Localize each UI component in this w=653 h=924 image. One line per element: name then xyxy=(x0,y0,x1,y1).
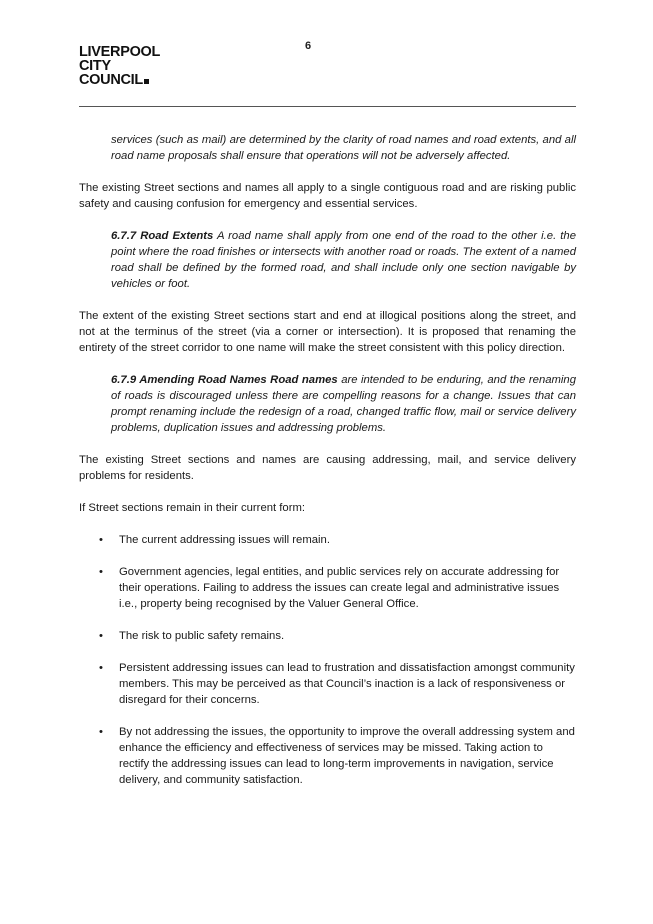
policy-amending-text: are intended to be enduring, and the renaming of roads is discouraged unless there are compelling reasons for a change. Issues that can prompt renaming include the redesign of a road, changed traffic flow, mail or service delivery problems, duplication issues and addressing problems. xyxy=(111,374,576,434)
document-body xyxy=(79,132,576,788)
quote-continuation: services (such as mail) are determined by the clarity of road names and road extents, and all road name proposals shall ensure that operations will not be adversely affected. xyxy=(111,134,576,162)
list-item xyxy=(79,564,576,612)
logo-line-3: COUNCIL xyxy=(79,72,143,88)
list-item xyxy=(79,532,576,548)
list-item xyxy=(79,628,576,644)
list-item xyxy=(79,660,576,708)
bullet-icon: • xyxy=(99,662,103,674)
list-item-text: Government agencies, legal entities, and public services rely on accurate addressing for their operations. Failing to address the issues can create legal and administrative issues i.e., property being recognised by the Valuer General Office. xyxy=(119,566,560,610)
logo-line-2: CITY xyxy=(79,58,111,74)
consequence-list xyxy=(79,532,576,788)
policy-amending-heading: 6.7.9 Amending Road Names Road names xyxy=(111,374,338,386)
paragraph-current-form: If Street sections remain in their current form: xyxy=(79,502,306,514)
list-item-text: By not addressing the issues, the opportunity to improve the overall addressing system and enhance the efficiency and effectiveness of services may be missed. Taking action to rectify the addressing issues can lead to long-term improvements in navigation, service delivery, and community satisfaction. xyxy=(119,726,575,786)
page-number: 6 xyxy=(305,40,312,52)
paragraph-addressing-problems: The existing Street sections and names are causing addressing, mail, and service delivery problems for residents. xyxy=(79,454,576,482)
policy-road-extents-text: A road name shall apply from one end of the road to the other i.e. the point where the road finishes or intersects with another road or roads. The extent of a named road shall be defined by the formed road, and shall include only one section navigable by vehicles or foot. xyxy=(111,230,576,290)
list-item-text: The current addressing issues will remain. xyxy=(119,534,330,546)
bullet-icon: • xyxy=(99,534,103,546)
paragraph-extent: The extent of the existing Street sections start and end at illogical positions along the street, and not at the terminus of the street (via a corner or intersection). It is proposed that renaming the entirety of the street corridor to one name will make the street consistent with this policy direction. xyxy=(79,310,576,354)
paragraph-contiguous-road: The existing Street sections and names all apply to a single contiguous road and are risking public safety and causing confusion for emergency and essential services. xyxy=(79,182,576,210)
policy-road-extents-heading: 6.7.7 Road Extents xyxy=(111,230,214,242)
policy-road-extents xyxy=(111,228,576,292)
bullet-icon: • xyxy=(99,726,103,738)
list-item-text: Persistent addressing issues can lead to frustration and dissatisfaction amongst community members. This may be perceived as that Council’s inaction is a lack of responsiveness or disregard for their concerns. xyxy=(119,662,575,706)
council-logo xyxy=(79,45,160,87)
list-item xyxy=(79,724,576,788)
policy-amending-road-names xyxy=(111,372,576,436)
list-item-text: The risk to public safety remains. xyxy=(119,630,285,642)
header-divider xyxy=(79,106,576,107)
bullet-icon: • xyxy=(99,566,103,578)
logo-line-1: LIVERPOOL xyxy=(79,44,161,60)
bullet-icon: • xyxy=(99,630,103,642)
logo-dot-icon xyxy=(144,79,149,84)
